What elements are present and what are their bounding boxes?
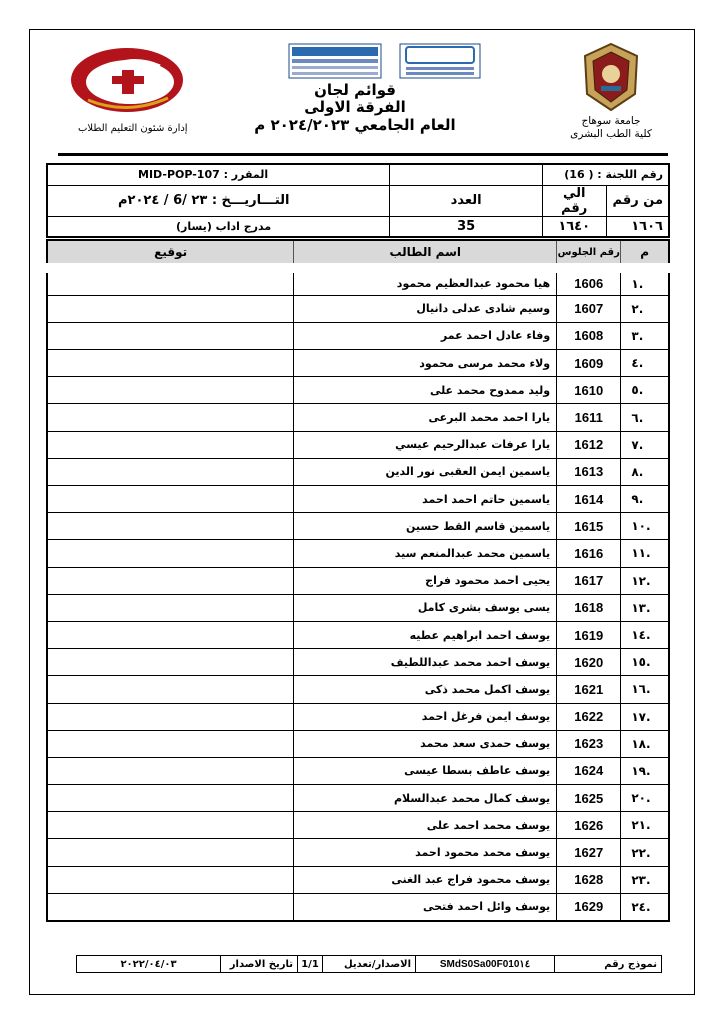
row-student-name: وسيم شادى عدلى دانيال bbox=[294, 295, 557, 322]
row-signature-cell bbox=[47, 431, 294, 458]
row-signature-cell bbox=[47, 268, 294, 295]
header-serial: م bbox=[621, 240, 669, 268]
row-signature-cell bbox=[47, 350, 294, 377]
row-seat-number: 1618 bbox=[557, 594, 621, 621]
issue-date: ٢٠٢٢/٠٤/٠٣ bbox=[77, 956, 221, 972]
row-seat-number: 1624 bbox=[557, 757, 621, 784]
row-serial: .٥ bbox=[621, 377, 669, 404]
exam-hall: مدرج اداب (يسار) bbox=[47, 216, 390, 237]
row-serial: .٢٢ bbox=[621, 839, 669, 866]
table-row bbox=[47, 513, 669, 540]
row-signature-cell bbox=[47, 540, 294, 567]
to-label: الي رقم bbox=[542, 185, 606, 216]
table-row bbox=[47, 486, 669, 513]
row-serial: .٢ bbox=[621, 295, 669, 322]
table-row bbox=[47, 431, 669, 458]
to-value: ١٦٤٠ bbox=[542, 216, 606, 237]
table-row bbox=[47, 350, 669, 377]
row-student-name: هيا محمود عبدالعظيم محمود bbox=[294, 268, 557, 295]
row-serial: .٧ bbox=[621, 431, 669, 458]
row-student-name: وفاء عادل احمد عمر bbox=[294, 322, 557, 349]
row-signature-cell bbox=[47, 322, 294, 349]
row-serial: .١٠ bbox=[621, 513, 669, 540]
row-signature-cell bbox=[47, 594, 294, 621]
row-seat-number: 1626 bbox=[557, 812, 621, 839]
row-student-name: ياسمين ايمن العقبى نور الدين bbox=[294, 458, 557, 485]
row-seat-number: 1621 bbox=[557, 676, 621, 703]
row-signature-cell bbox=[47, 404, 294, 431]
row-signature-cell bbox=[47, 621, 294, 648]
table-row bbox=[47, 458, 669, 485]
row-signature-cell bbox=[47, 649, 294, 676]
row-student-name: يوسف اكمل محمد ذكى bbox=[294, 676, 557, 703]
academic-year: العام الجامعي ٢٠٢٤/٢٠٢٣ م bbox=[254, 116, 456, 134]
table-row bbox=[47, 839, 669, 866]
row-seat-number: 1613 bbox=[557, 458, 621, 485]
row-seat-number: 1622 bbox=[557, 703, 621, 730]
row-signature-cell bbox=[47, 676, 294, 703]
row-serial: .٤ bbox=[621, 350, 669, 377]
row-student-name: ولاء محمد مرسى محمود bbox=[294, 350, 557, 377]
row-signature-cell bbox=[47, 893, 294, 920]
from-label: من رقم bbox=[606, 185, 669, 216]
row-seat-number: 1620 bbox=[557, 649, 621, 676]
row-signature-cell bbox=[47, 839, 294, 866]
row-serial: .٦ bbox=[621, 404, 669, 431]
table-row bbox=[47, 377, 669, 404]
course-code: المقرر : MID-POP-107 bbox=[47, 164, 390, 185]
faculty-of-medicine-logo-icon bbox=[68, 44, 186, 114]
table-row bbox=[47, 893, 669, 920]
row-signature-cell bbox=[47, 866, 294, 893]
row-seat-number: 1628 bbox=[557, 866, 621, 893]
row-signature-cell bbox=[47, 785, 294, 812]
row-seat-number: 1608 bbox=[557, 322, 621, 349]
row-student-name: يوسف كمال محمد عبدالسلام bbox=[294, 785, 557, 812]
row-seat-number: 1610 bbox=[557, 377, 621, 404]
row-serial: .٢٣ bbox=[621, 866, 669, 893]
row-student-name: يوسف عاطف بسطا عيسى bbox=[294, 757, 557, 784]
row-seat-number: 1614 bbox=[557, 486, 621, 513]
header-student-name: اسم الطالب bbox=[294, 240, 557, 268]
accreditation-logos-icon bbox=[288, 43, 484, 79]
row-student-name: يوسف وائل احمد فتحى bbox=[294, 893, 557, 920]
row-signature-cell bbox=[47, 812, 294, 839]
version-value: 1/1 bbox=[297, 956, 323, 972]
form-code: SMdS0Sa00F010١٤ bbox=[415, 956, 555, 972]
row-serial: .١٧ bbox=[621, 703, 669, 730]
row-serial: .١٨ bbox=[621, 730, 669, 757]
committee-info-table bbox=[46, 163, 670, 238]
row-student-name: ياسمين قاسم القط حسين bbox=[294, 513, 557, 540]
row-serial: .١٢ bbox=[621, 567, 669, 594]
table-row bbox=[47, 812, 669, 839]
header-divider bbox=[58, 153, 668, 156]
table-row bbox=[47, 322, 669, 349]
table-row bbox=[47, 649, 669, 676]
row-signature-cell bbox=[47, 486, 294, 513]
table-row bbox=[47, 594, 669, 621]
row-serial: .١٩ bbox=[621, 757, 669, 784]
university-block bbox=[556, 42, 666, 141]
students-table bbox=[46, 239, 670, 922]
row-student-name: وليد ممدوح محمد على bbox=[294, 377, 557, 404]
count-value: 35 bbox=[390, 216, 542, 237]
row-signature-cell bbox=[47, 757, 294, 784]
table-row bbox=[47, 703, 669, 730]
sohag-university-seal-icon bbox=[579, 42, 643, 112]
row-serial: .١٥ bbox=[621, 649, 669, 676]
row-seat-number: 1616 bbox=[557, 540, 621, 567]
table-row bbox=[47, 404, 669, 431]
row-student-name: يوسف حمدى سعد محمد bbox=[294, 730, 557, 757]
table-row bbox=[47, 757, 669, 784]
table-row bbox=[47, 268, 669, 295]
row-student-name: يوسف ايمن فرغل احمد bbox=[294, 703, 557, 730]
row-signature-cell bbox=[47, 567, 294, 594]
row-seat-number: 1609 bbox=[557, 350, 621, 377]
row-seat-number: 1629 bbox=[557, 893, 621, 920]
row-serial: .١٤ bbox=[621, 621, 669, 648]
table-row bbox=[47, 567, 669, 594]
issue-date-label: تاريخ الاصدار bbox=[229, 958, 293, 970]
exam-date: التـــاريـــخ : ٢٣ /6 / ٢٠٢٤م bbox=[47, 185, 390, 216]
university-name: جامعة سوهاج bbox=[581, 115, 641, 127]
row-seat-number: 1615 bbox=[557, 513, 621, 540]
row-serial: .٢١ bbox=[621, 812, 669, 839]
info-empty-cell bbox=[390, 164, 542, 185]
form-footer bbox=[76, 955, 662, 973]
row-serial: .٢٠ bbox=[621, 785, 669, 812]
table-row bbox=[47, 621, 669, 648]
row-student-name: ياسمين محمد عبدالمنعم سيد bbox=[294, 540, 557, 567]
table-row bbox=[47, 730, 669, 757]
table-row bbox=[47, 866, 669, 893]
row-signature-cell bbox=[47, 703, 294, 730]
row-serial: .٩ bbox=[621, 486, 669, 513]
row-serial: .٨ bbox=[621, 458, 669, 485]
row-signature-cell bbox=[47, 458, 294, 485]
row-serial: .١١ bbox=[621, 540, 669, 567]
faculty-name: كلية الطب البشرى bbox=[570, 128, 652, 140]
year-level: الفرقة الاولى bbox=[304, 98, 406, 116]
header-signature: توقيع bbox=[47, 240, 294, 268]
row-seat-number: 1619 bbox=[557, 621, 621, 648]
row-serial: .١٦ bbox=[621, 676, 669, 703]
table-row bbox=[47, 785, 669, 812]
version-label: الاصدار/تعديل bbox=[343, 958, 411, 970]
table-header-row bbox=[47, 240, 669, 268]
form-number-label: نموذج رقم bbox=[604, 958, 657, 970]
row-student-name: يحيى احمد محمود فراج bbox=[294, 567, 557, 594]
row-student-name: يوسف محمد محمود احمد bbox=[294, 839, 557, 866]
row-serial: .١٣ bbox=[621, 594, 669, 621]
row-student-name: يسى يوسف بشرى كامل bbox=[294, 594, 557, 621]
count-label: العدد bbox=[390, 185, 542, 216]
row-seat-number: 1625 bbox=[557, 785, 621, 812]
row-signature-cell bbox=[47, 295, 294, 322]
row-seat-number: 1611 bbox=[557, 404, 621, 431]
row-signature-cell bbox=[47, 730, 294, 757]
row-signature-cell bbox=[47, 377, 294, 404]
row-student-name: ياسمين حاتم احمد احمد bbox=[294, 486, 557, 513]
row-serial: .٣ bbox=[621, 322, 669, 349]
row-seat-number: 1612 bbox=[557, 431, 621, 458]
table-row bbox=[47, 295, 669, 322]
row-student-name: يوسف احمد محمد عبداللطيف bbox=[294, 649, 557, 676]
row-seat-number: 1606 bbox=[557, 268, 621, 295]
row-signature-cell bbox=[47, 513, 294, 540]
title-block bbox=[230, 82, 480, 134]
page-title: قوائم لجان bbox=[314, 81, 396, 99]
row-student-name: يوسف محمد احمد على bbox=[294, 812, 557, 839]
row-student-name: يوسف محمود فراج عبد الغنى bbox=[294, 866, 557, 893]
row-seat-number: 1623 bbox=[557, 730, 621, 757]
table-row bbox=[47, 540, 669, 567]
from-value: ١٦٠٦ bbox=[606, 216, 669, 237]
header-seat-number: رقم الجلوس bbox=[557, 240, 621, 268]
row-seat-number: 1607 bbox=[557, 295, 621, 322]
row-serial: .١ bbox=[621, 268, 669, 295]
row-student-name: يارا عرفات عبدالرحيم عيسي bbox=[294, 431, 557, 458]
table-row bbox=[47, 676, 669, 703]
department-name: إدارة شئون التعليم الطلاب bbox=[78, 123, 188, 134]
committee-number: رقم اللجنة : ( 16) bbox=[542, 164, 669, 185]
row-serial: .٢٤ bbox=[621, 893, 669, 920]
row-student-name: يارا احمد محمد البرعى bbox=[294, 404, 557, 431]
row-seat-number: 1617 bbox=[557, 567, 621, 594]
row-student-name: يوسف احمد ابراهيم عطيه bbox=[294, 621, 557, 648]
row-seat-number: 1627 bbox=[557, 839, 621, 866]
